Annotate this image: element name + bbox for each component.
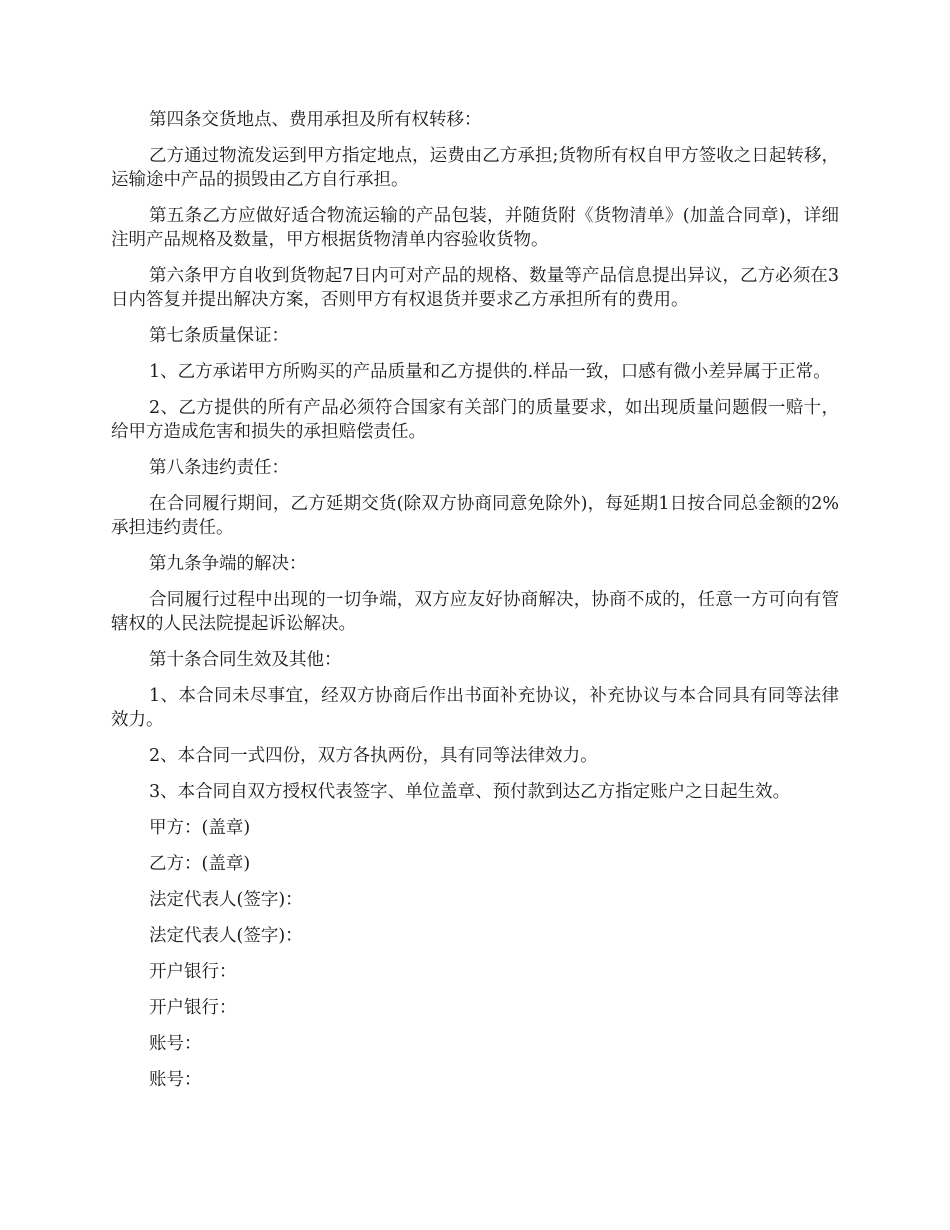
clause-10-item-3: 3、本合同自双方授权代表签字、单位盖章、预付款到达乙方指定账户之日起生效。	[149, 782, 791, 802]
party-a-seal: 甲方：(盖章)	[149, 818, 251, 838]
document-page	[111, 108, 839, 1104]
clause-4-body: 乙方通过物流发运到甲方指定地点，运费由乙方承担;货物所有权自甲方签收之日起转移，运输途中产品的损毁由乙方自行承担。	[111, 146, 839, 190]
clause-10-item-2: 2、本合同一式四份，双方各执两份，具有同等法律效力。	[149, 746, 598, 766]
clause-5-body: 第五条乙方应做好适合物流运输的产品包装，并随货附《货物清单》(加盖合同章)，详细注明产品规格及数量，甲方根据货物清单内容验收货物。	[111, 206, 839, 250]
party-a-bank: 开户银行：	[149, 962, 237, 982]
party-b-account: 账号：	[149, 1070, 202, 1090]
clause-8-heading: 第八条违约责任：	[149, 458, 289, 478]
party-b-bank: 开户银行：	[149, 998, 237, 1018]
clause-10-item-1: 1、本合同未尽事宜，经双方协商后作出书面补充协议，补充协议与本合同具有同等法律效力。	[111, 686, 839, 730]
clause-6-body: 第六条甲方自收到货物起7日内可对产品的规格、数量等产品信息提出异议，乙方必须在3日内答复并提出解决方案，否则甲方有权退货并要求乙方承担所有的费用。	[111, 266, 839, 310]
clause-4-heading: 第四条交货地点、费用承担及所有权转移：	[149, 110, 482, 130]
clause-9-heading: 第九条争端的解决：	[149, 554, 307, 574]
clause-7-item-2: 2、乙方提供的所有产品必须符合国家有关部门的质量要求，如出现质量问题假一赔十，给甲方造成危害和损失的承担赔偿责任。	[111, 398, 839, 442]
clause-7-item-1: 1、乙方承诺甲方所购买的产品质量和乙方提供的.样品一致，口感有微小差异属于正常。	[149, 362, 831, 382]
clause-8-body: 在合同履行期间，乙方延期交货(除双方协商同意免除外)，每延期1日按合同总金额的2%承担违约责任。	[111, 494, 839, 538]
clause-7-heading: 第七条质量保证：	[149, 326, 289, 346]
clause-10-heading: 第十条合同生效及其他：	[149, 650, 342, 670]
party-a-account: 账号：	[149, 1034, 202, 1054]
party-b-seal: 乙方：(盖章)	[149, 854, 251, 874]
party-b-representative: 法定代表人(签字)：	[149, 926, 303, 946]
party-a-representative: 法定代表人(签字)：	[149, 890, 303, 910]
clause-9-body: 合同履行过程中出现的一切争端，双方应友好协商解决，协商不成的，任意一方可向有管辖权的人民法院提起诉讼解决。	[111, 590, 839, 634]
